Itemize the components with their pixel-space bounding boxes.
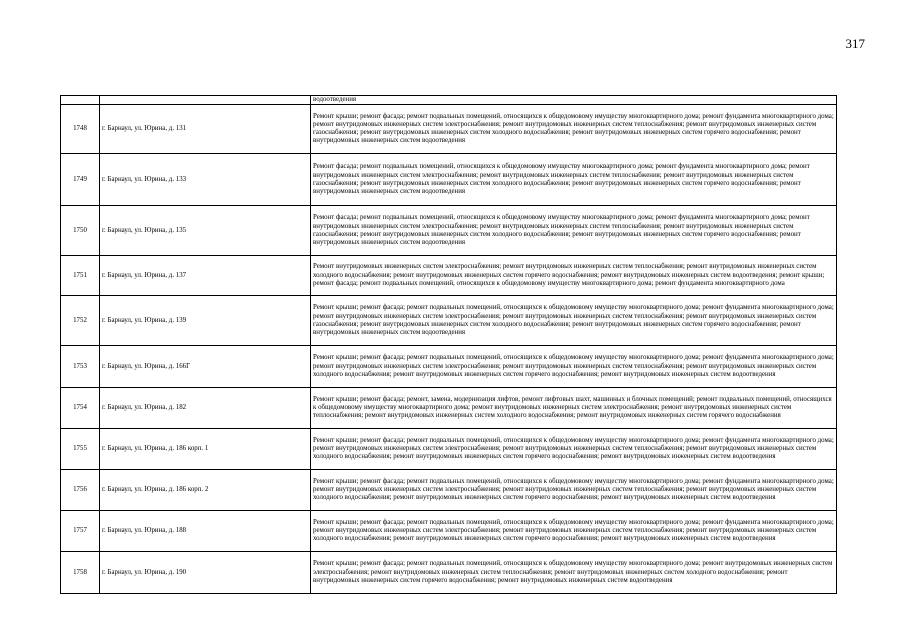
row-number-cell: 1749: [61, 154, 100, 206]
row-number-cell: 1750: [61, 206, 100, 256]
row-address-cell: г. Барнаул, ул. Юрина, д. 135: [100, 206, 311, 256]
row-works-cell: водоотведения: [311, 96, 837, 105]
row-number-cell: 1756: [61, 470, 100, 511]
table-row: [61, 154, 837, 206]
row-works-cell: Ремонт крыши; ремонт фасада; ремонт подвальных помещений, относящихся к общедомовому имуществу многоквартирного дома; ремонт фундамента многоквартирного дома; ремонт внутридомовых инженерных систем электроснабжения; ремонт внутридомовых инженерных систем теплоснабжения; ремонт внутридомовых инженерных систем газоснабжения; ремонт внутридомовых инженерных систем холодного водоснабжения; ремонт внутридомовых инженерных систем горячего водоснабжения; ремонт внутридомовых инженерных систем водоотведения: [311, 296, 837, 346]
table-row: [61, 552, 837, 594]
row-works-cell: Ремонт крыши; ремонт фасада; ремонт подвальных помещений, относящихся к общедомовому имуществу многоквартирного дома; ремонт фундамента многоквартирного дома; ремонт внутридомовых инженерных систем электроснабжения; ремонт внутридомовых инженерных систем теплоснабжения; ремонт внутридомовых инженерных систем холодного водоснабжения; ремонт внутридомовых инженерных систем горячего водоснабжения; ремонт внутридомовых инженерных систем водоотведения: [311, 346, 837, 388]
row-address-cell: г. Барнаул, ул. Юрина, д. 188: [100, 511, 311, 552]
row-address-cell: г. Барнаул, ул. Юрина, д. 166Г: [100, 346, 311, 388]
row-address-cell: г. Барнаул, ул. Юрина, д. 182: [100, 388, 311, 429]
row-number-cell: 1754: [61, 388, 100, 429]
table-row: [61, 388, 837, 429]
table-row: [61, 511, 837, 552]
row-number-cell: [61, 96, 100, 105]
row-works-cell: Ремонт внутридомовых инженерных систем электроснабжения; ремонт внутридомовых инженерных систем теплоснабжения; ремонт внутридомовых инженерных систем холодного водоснабжения; ремонт внутридомовых инженерных систем горячего водоснабжения; ремонт внутридомовых инженерных систем водоотведения; ремонт крыши; ремонт фасада; ремонт подвальных помещений, относящихся к общедомовому имуществу многоквартирного дома; ремонт фундамента многоквартирного дома: [311, 256, 837, 296]
row-works-cell: Ремонт крыши; ремонт фасада; ремонт подвальных помещений, относящихся к общедомовому имуществу многоквартирного дома; ремонт внутридомовых инженерных систем электроснабжения; ремонт внутридомовых инженерных систем теплоснабжения; ремонт внутридомовых инженерных систем холодного водоснабжения; ремонт внутридомовых инженерных систем горячего водоснабжения; ремонт внутридомовых инженерных систем водоотведения: [311, 552, 837, 594]
row-address-cell: г. Барнаул, ул. Юрина, д. 139: [100, 296, 311, 346]
table-row: [61, 296, 837, 346]
row-number-cell: 1758: [61, 552, 100, 594]
row-address-cell: г. Барнаул, ул. Юрина, д. 190: [100, 552, 311, 594]
row-address-cell: [100, 96, 311, 105]
row-address-cell: г. Барнаул, ул. Юрина, д. 186 корп. 2: [100, 470, 311, 511]
row-address-cell: г. Барнаул, ул. Юрина, д. 131: [100, 105, 311, 154]
table-row: [61, 206, 837, 256]
table-row-continuation: [61, 96, 837, 105]
row-works-cell: Ремонт крыши; ремонт фасада; ремонт, замена, модернизация лифтов, ремонт лифтовых шахт, машинных и блочных помещений; ремонт подвальных помещений, относящихся к общедомовому имуществу многоквартирного дома; ремонт внутридомовых инженерных систем электроснабжения; ремонт внутридомовых инженерных систем теплоснабжения; ремонт внутридомовых инженерных систем холодного водоснабжения; ремонт внутридомовых инженерных систем горячего водоснабжения: [311, 388, 837, 429]
row-works-cell: Ремонт крыши; ремонт фасада; ремонт подвальных помещений, относящихся к общедомовому имуществу многоквартирного дома; ремонт фундамента многоквартирного дома; ремонт внутридомовых инженерных систем электроснабжения; ремонт внутридомовых инженерных систем теплоснабжения; ремонт внутридомовых инженерных систем газоснабжения; ремонт внутридомовых инженерных систем холодного водоснабжения; ремонт внутридомовых инженерных систем горячего водоснабжения; ремонт внутридомовых инженерных систем водоотведения: [311, 105, 837, 154]
row-address-cell: г. Барнаул, ул. Юрина, д. 137: [100, 256, 311, 296]
row-works-cell: Ремонт фасада; ремонт подвальных помещений, относящихся к общедомовому имуществу многоквартирного дома; ремонт фундамента многоквартирного дома; ремонт внутридомовых инженерных систем электроснабжения; ремонт внутридомовых инженерных систем теплоснабжения; ремонт внутридомовых инженерных систем газоснабжения; ремонт внутридомовых инженерных систем холодного водоснабжения; ремонт внутридомовых инженерных систем горячего водоснабжения; ремонт внутридомовых инженерных систем водоотведения: [311, 206, 837, 256]
row-address-cell: г. Барнаул, ул. Юрина, д. 133: [100, 154, 311, 206]
page-number: 317: [845, 36, 865, 51]
row-works-cell: Ремонт крыши; ремонт фасада; ремонт подвальных помещений, относящихся к общедомовому имуществу многоквартирного дома; ремонт фундамента многоквартирного дома; ремонт внутридомовых инженерных систем электроснабжения; ремонт внутридомовых инженерных систем теплоснабжения; ремонт внутридомовых инженерных систем холодного водоснабжения; ремонт внутридомовых инженерных систем горячего водоснабжения; ремонт внутридомовых инженерных систем водоотведения: [311, 429, 837, 470]
row-number-cell: 1757: [61, 511, 100, 552]
row-number-cell: 1752: [61, 296, 100, 346]
row-number-cell: 1755: [61, 429, 100, 470]
table-row: [61, 105, 837, 154]
row-works-cell: Ремонт крыши; ремонт фасада; ремонт подвальных помещений, относящихся к общедомовому имуществу многоквартирного дома; ремонт фундамента многоквартирного дома; ремонт внутридомовых инженерных систем электроснабжения; ремонт внутридомовых инженерных систем теплоснабжения; ремонт внутридомовых инженерных систем холодного водоснабжения; ремонт внутридомовых инженерных систем горячего водоснабжения; ремонт внутридомовых инженерных систем водоотведения: [311, 511, 837, 552]
table-row: [61, 346, 837, 388]
row-works-cell: Ремонт фасада; ремонт подвальных помещений, относящихся к общедомовому имуществу многоквартирного дома; ремонт фундамента многоквартирного дома; ремонт внутридомовых инженерных систем электроснабжения; ремонт внутридомовых инженерных систем теплоснабжения; ремонт внутридомовых инженерных систем газоснабжения; ремонт внутридомовых инженерных систем холодного водоснабжения; ремонт внутридомовых инженерных систем горячего водоснабжения; ремонт внутридомовых инженерных систем водоотведения: [311, 154, 837, 206]
row-works-cell: Ремонт крыши; ремонт фасада; ремонт подвальных помещений, относящихся к общедомовому имуществу многоквартирного дома; ремонт фундамента многоквартирного дома; ремонт внутридомовых инженерных систем электроснабжения; ремонт внутридомовых инженерных систем теплоснабжения; ремонт внутридомовых инженерных систем холодного водоснабжения; ремонт внутридомовых инженерных систем горячего водоснабжения; ремонт внутридомовых инженерных систем водоотведения: [311, 470, 837, 511]
row-address-cell: г. Барнаул, ул. Юрина, д. 186 корп. 1: [100, 429, 311, 470]
row-number-cell: 1753: [61, 346, 100, 388]
repair-registry-table: [60, 95, 837, 594]
row-number-cell: 1748: [61, 105, 100, 154]
table-row: [61, 256, 837, 296]
row-number-cell: 1751: [61, 256, 100, 296]
table-row: [61, 429, 837, 470]
table-row: [61, 470, 837, 511]
